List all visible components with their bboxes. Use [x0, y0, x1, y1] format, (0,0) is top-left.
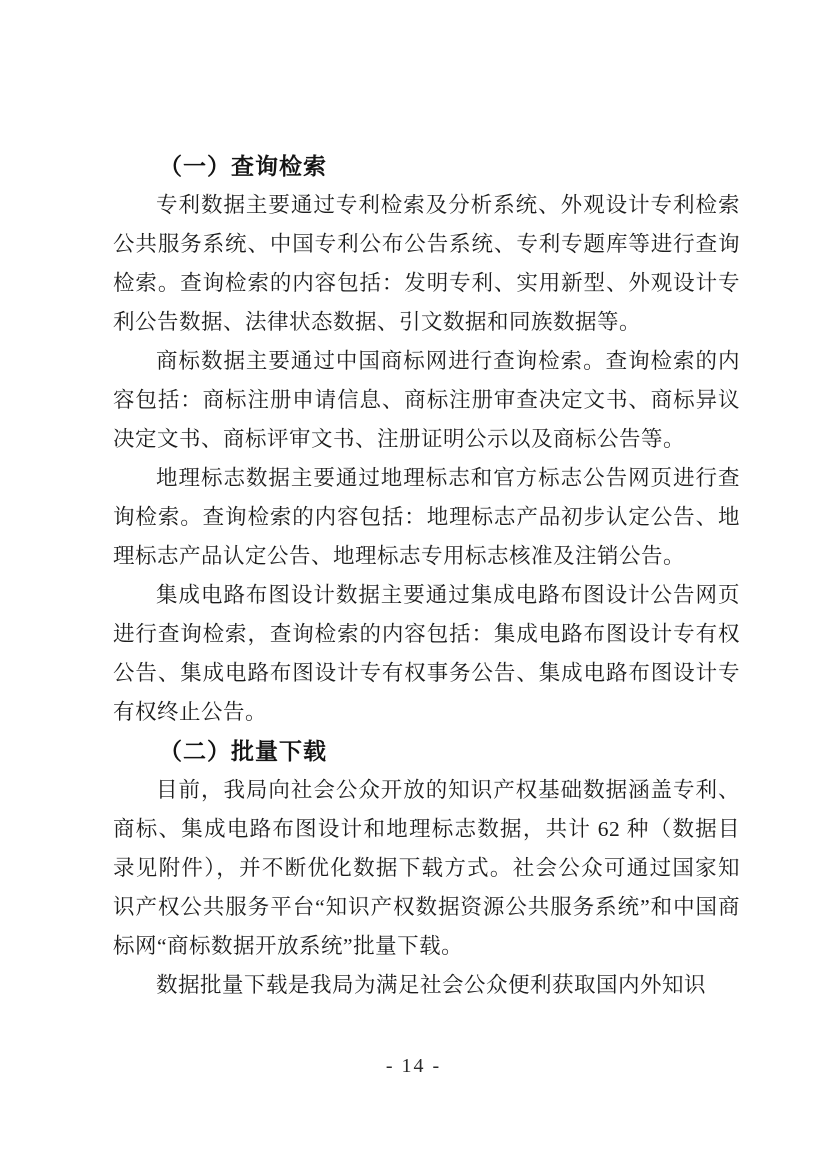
paragraph-geographical-indication-data: 地理标志数据主要通过地理标志和官方标志公告网页进行查询检索。查询检索的内容包括：地理标志产品初步认定公告、地理标志产品认定公告、地理标志专用标志核准及注销公告。	[113, 466, 740, 568]
paragraph-open-data-overview: 目前，我局向社会公众开放的知识产权基础数据涵盖专利、商标、集成电路布图设计和地理标志数据，共计 62 种（数据目录见附件），并不断优化数据下载方式。社会公众可通过国家知识产权公共服务平台“知识产权数据资源公共服务系统”和中国商标网“商标数据开放系统”批量下载。	[113, 778, 740, 958]
section-heading-query-retrieval: （一）查询检索	[159, 154, 327, 179]
page-footer	[0, 1053, 827, 1079]
paragraph-batch-download-intro: 数据批量下载是我局为满足社会公众便利获取国内外知识	[156, 973, 707, 997]
section-heading-batch-download: （二）批量下载	[159, 739, 327, 764]
paragraph-ic-layout-design-data: 集成电路布图设计数据主要通过集成电路布图设计公告网页进行查询检索，查询检索的内容包括：集成电路布图设计专有权公告、集成电路布图设计专有权事务公告、集成电路布图设计专有权终止公告。	[113, 583, 740, 724]
paragraph-trademark-data: 商标数据主要通过中国商标网进行查询检索。查询检索的内容包括：商标注册申请信息、商标注册审查决定文书、商标异议决定文书、商标评审文书、注册证明公示以及商标公告等。	[113, 349, 740, 451]
paragraph-patent-data: 专利数据主要通过专利检索及分析系统、外观设计专利检索公共服务系统、中国专利公布公告系统、专利专题库等进行查询检索。查询检索的内容包括：发明专利、实用新型、外观设计专利公告数据、法律状态数据、引文数据和同族数据等。	[113, 193, 740, 334]
page-number: - 14 -	[385, 1055, 442, 1077]
